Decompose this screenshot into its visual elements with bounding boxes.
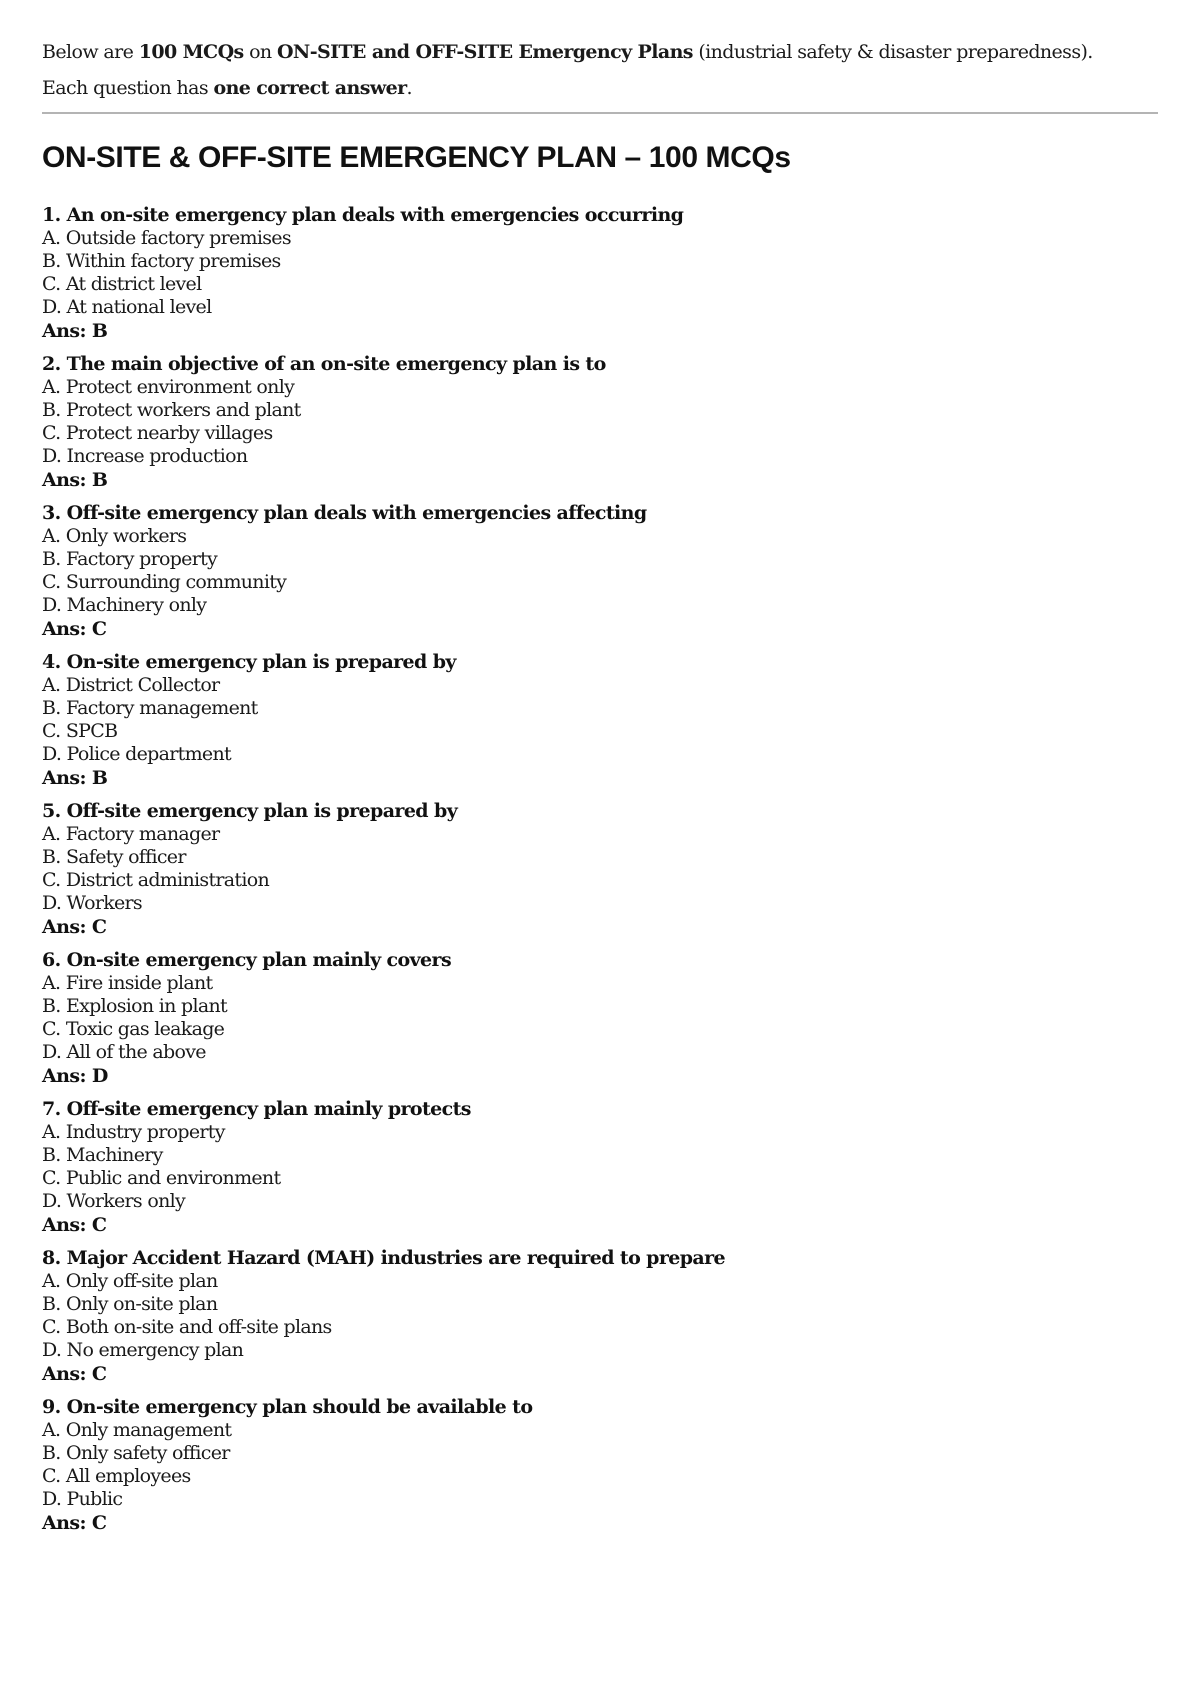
question-title: 8. Major Accident Hazard (MAH) industries are required to prepare xyxy=(42,1247,726,1269)
option-c: C. Surrounding community xyxy=(42,571,287,593)
option-a: A. District Collector xyxy=(42,674,220,696)
option-c: C. Public and environment xyxy=(42,1167,281,1189)
option-b: B. Only on-site plan xyxy=(42,1293,218,1315)
option-c: C. District administration xyxy=(42,869,269,891)
answer: Ans: C xyxy=(42,618,107,640)
option-a: A. Fire inside plant xyxy=(42,972,213,994)
answer: Ans: B xyxy=(42,469,108,491)
option-d: D. At national level xyxy=(42,296,212,318)
answer: Ans: B xyxy=(42,320,108,342)
option-d: D. Public xyxy=(42,1488,123,1510)
question-item xyxy=(42,501,725,641)
answer: Ans: C xyxy=(42,1214,107,1236)
intro-line-2 xyxy=(42,70,412,106)
option-d: D. Workers only xyxy=(42,1190,186,1212)
option-c: C. SPCB xyxy=(42,720,118,742)
question-title: 5. Off-site emergency plan is prepared by xyxy=(42,800,458,822)
question-item xyxy=(42,352,725,492)
option-d: D. Machinery only xyxy=(42,594,207,616)
option-b: B. Machinery xyxy=(42,1144,163,1166)
question-item xyxy=(42,948,725,1088)
option-d: D. Workers xyxy=(42,892,142,914)
intro-emphasis: one correct answer xyxy=(213,77,407,99)
intro-text: Each question has xyxy=(42,77,214,99)
option-d: D. Police department xyxy=(42,743,231,765)
question-title: 1. An on-site emergency plan deals with emergencies occurring xyxy=(42,204,684,226)
question-list xyxy=(42,203,725,1544)
option-b: B. Only safety officer xyxy=(42,1442,230,1464)
option-a: A. Only off-site plan xyxy=(42,1270,218,1292)
option-a: A. Only management xyxy=(42,1419,232,1441)
option-c: C. Toxic gas leakage xyxy=(42,1018,225,1040)
question-title: 6. On-site emergency plan mainly covers xyxy=(42,949,452,971)
intro-text: on xyxy=(243,41,277,63)
option-a: A. Only workers xyxy=(42,525,187,547)
answer: Ans: C xyxy=(42,1363,107,1385)
intro-text: (industrial safety & disaster preparedness). xyxy=(692,41,1093,63)
option-a: A. Industry property xyxy=(42,1121,225,1143)
question-item xyxy=(42,1246,725,1386)
option-d: D. Increase production xyxy=(42,445,248,467)
option-b: B. Factory management xyxy=(42,697,258,719)
option-c: C. Protect nearby villages xyxy=(42,422,273,444)
question-title: 4. On-site emergency plan is prepared by xyxy=(42,651,456,673)
option-b: B. Explosion in plant xyxy=(42,995,227,1017)
option-b: B. Factory property xyxy=(42,548,218,570)
page-title: ON-SITE & OFF-SITE EMERGENCY PLAN – 100 MCQs xyxy=(42,141,791,174)
intro-text: . xyxy=(406,77,412,99)
question-item xyxy=(42,1097,725,1237)
option-c: C. At district level xyxy=(42,273,202,295)
question-title: 3. Off-site emergency plan deals with emergencies affecting xyxy=(42,502,647,524)
answer: Ans: D xyxy=(42,1065,108,1087)
option-b: B. Protect workers and plant xyxy=(42,399,301,421)
question-item xyxy=(42,650,725,790)
answer: Ans: C xyxy=(42,1512,107,1534)
option-a: A. Factory manager xyxy=(42,823,220,845)
option-a: A. Outside factory premises xyxy=(42,227,291,249)
intro-text: Below are xyxy=(42,41,139,63)
intro-line-1 xyxy=(42,34,1093,70)
answer: Ans: C xyxy=(42,916,107,938)
question-item xyxy=(42,1395,725,1535)
horizontal-divider xyxy=(42,112,1158,114)
question-title: 2. The main objective of an on-site emergency plan is to xyxy=(42,353,606,375)
option-b: B. Safety officer xyxy=(42,846,186,868)
intro-topic: ON-SITE and OFF-SITE Emergency Plans xyxy=(276,41,693,63)
option-d: D. No emergency plan xyxy=(42,1339,244,1361)
intro-count: 100 MCQs xyxy=(138,41,244,63)
option-c: C. Both on-site and off-site plans xyxy=(42,1316,332,1338)
option-a: A. Protect environment only xyxy=(42,376,295,398)
question-title: 7. Off-site emergency plan mainly protects xyxy=(42,1098,471,1120)
question-title: 9. On-site emergency plan should be available to xyxy=(42,1396,533,1418)
question-item xyxy=(42,203,725,343)
option-c: C. All employees xyxy=(42,1465,191,1487)
option-b: B. Within factory premises xyxy=(42,250,281,272)
answer: Ans: B xyxy=(42,767,108,789)
option-d: D. All of the above xyxy=(42,1041,206,1063)
question-item xyxy=(42,799,725,939)
